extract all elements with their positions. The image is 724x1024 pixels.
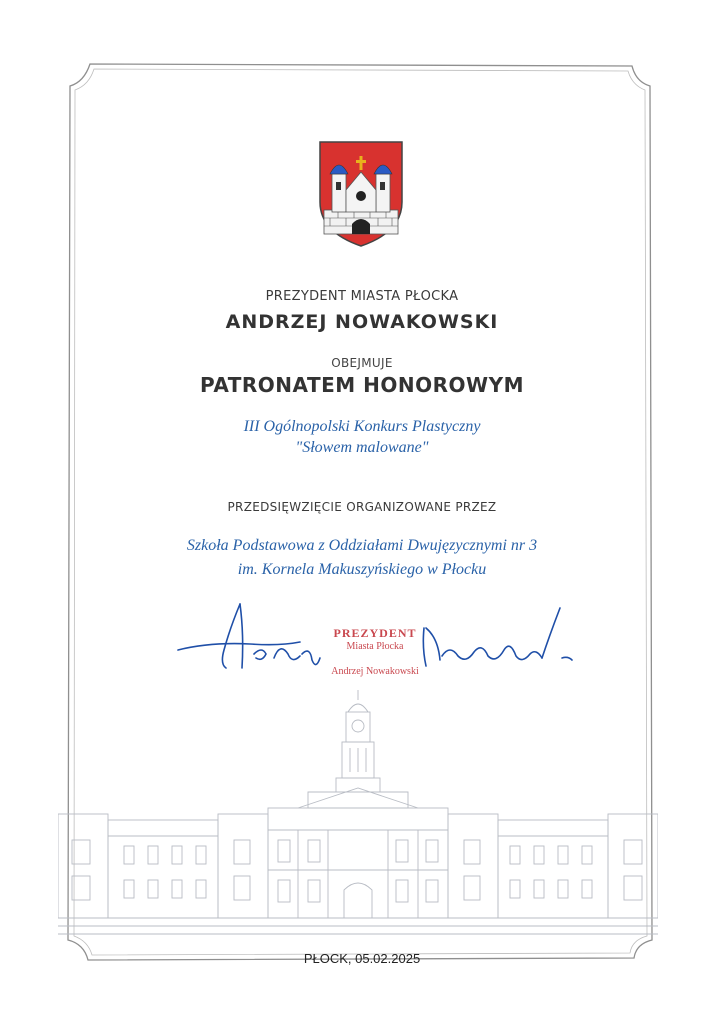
president-name: ANDRZEJ NOWAKOWSKI [225,311,499,333]
school-name: Szkoła Podstawowa z Oddziałami Dwujęzycznymi nr 3 [186,537,538,554]
organizer-label: PRZEDSIĘWZIĘCIE ORGANIZOWANE PRZEZ [227,500,497,514]
town-hall-line-drawing [58,690,658,950]
event-name: III Ogólnopolski Konkurs Plastyczny [243,418,481,435]
event-subtitle: "Słowem malowane" [295,439,429,456]
plock-coat-of-arms-icon [318,140,404,248]
president-title: PREZYDENT MIASTA PŁOCKA [265,289,459,304]
school-patron: im. Kornela Makuszyńskiego w Płocku [237,561,487,578]
patronage-heading: PATRONATEM HONOROWYM [200,373,524,397]
handwritten-signature [170,598,580,678]
place-and-date: PŁOCK, 05.02.2025 [303,951,421,966]
verb-text: OBEJMUJE [331,356,393,370]
stamp-city: Miasta Płocka [346,641,404,652]
stamp-name: Andrzej Nowakowski [331,666,419,677]
stamp-title: PREZYDENT [333,626,417,640]
